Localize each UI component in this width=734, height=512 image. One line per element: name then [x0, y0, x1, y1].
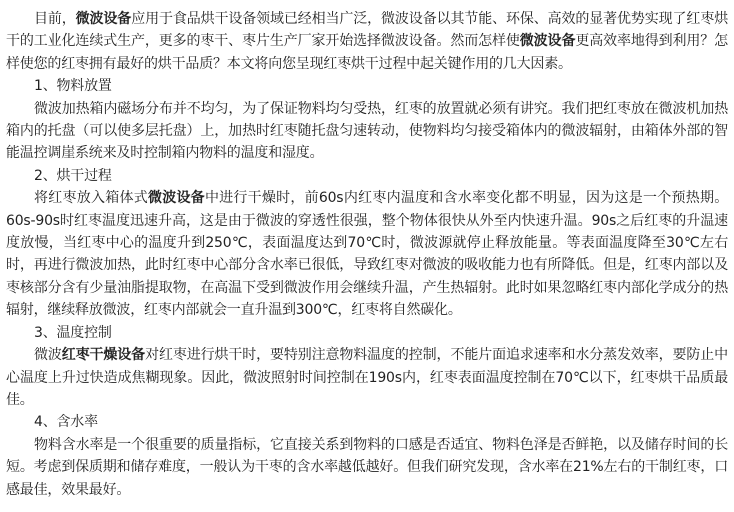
section-heading-placement: 1、物料放置 — [34, 78, 112, 95]
section-body-placement: 微波加热箱内磁场分布并不均匀，为了保证物料均匀受热，红枣的放置就必须有讲究。我们把红枣放在微波机加热箱内的托盘（可以使多层托盘）上，加热时红枣随托盘匀速转动，使物料均匀接受箱体内的微波辐射，由箱体外部的智能温控调崖系统来及时控制箱内物料的温度和湿度。 — [6, 100, 728, 162]
section-heading-drying-process: 2、烘干过程 — [34, 167, 112, 184]
drying-text-pre: 将红枣放入箱体式 — [34, 190, 148, 207]
intro-text-3: 更高效率地得到利用？怎样使您的红枣拥有最好的烘干品质？本文将向您呈现红枣烘干过程中起关键作用的几大因素。 — [6, 33, 728, 72]
temperature-text-pre: 微波 — [34, 347, 62, 364]
keyword-microwave-equipment: 微波设备 — [147, 190, 205, 207]
keyword-microwave-equipment: 微波设备 — [75, 11, 132, 27]
section-body-drying-process — [6, 187, 728, 321]
section-heading-moisture-content: 4、含水率 — [34, 414, 98, 431]
intro-paragraph — [6, 8, 728, 75]
temperature-text-post: 对红枣进行烘干时，要特别注意物料温度的控制，不能片面追求速率和水分蒸发效率，要防止中心温度上升过快造成焦糊现象。因此，微波照射时间控制在190s内，红枣表面温度控制在70℃以下，红枣烘干品质最佳。 — [6, 347, 728, 408]
section-heading-temperature-control: 3、温度控制 — [34, 324, 112, 341]
intro-text-2: 应用于食品烘干设备领域已经相当广泛，微波设备以其节能、环保、高效的显著优势实现了红枣烘干的工业化连续式生产，更多的枣干、枣片生产厂家开始选择微波设备。然而怎样使 — [6, 11, 729, 50]
section-body-moisture-content: 物料含水率是一个很重要的质量指标，它直接关系到物料的口感是否适宜、物料色泽是否鲜艳，以及储存时间的长短。考虑到保质期和储存难度，一般认为干枣的含水率越低越好。但我们研究发现，含水率在21%左右的干制红枣，口感最佳，效果最好。 — [6, 436, 728, 498]
intro-text-1: 目前， — [34, 11, 76, 27]
section-body-temperature-control — [6, 344, 728, 411]
drying-text-post: 中进行干燥时，前60s内红枣内温度和含水率变化都不明显，因为这是一个预热期。60s-90s时红枣温度迅速升高，这是由于微波的穿透性很强，整个物体很快从外至内快速升温。90s之后红枣的升温速度放慢，当红枣中心的温度升到250℃，表面温度达到70℃时，微波源就停止释放能量。等表面温度降至30℃左右时，再进行微波加热，此时红枣中心部分含水率已很低，导致红枣对微波的吸收能力也有所降低。但是，红枣内部以及枣核部分含有少量油脂提取物，在高温下受到微波作用会继续升温，产生热辐射。此时如果忽略红枣内部化学成分的热辐射，继续释放微波，红枣内部就会一直升温到300℃，红枣将自然碳化。 — [6, 190, 728, 319]
keyword-jujube-drying-equipment: 红枣干燥设备 — [61, 347, 146, 364]
keyword-microwave-equipment: 微波设备 — [519, 33, 576, 50]
